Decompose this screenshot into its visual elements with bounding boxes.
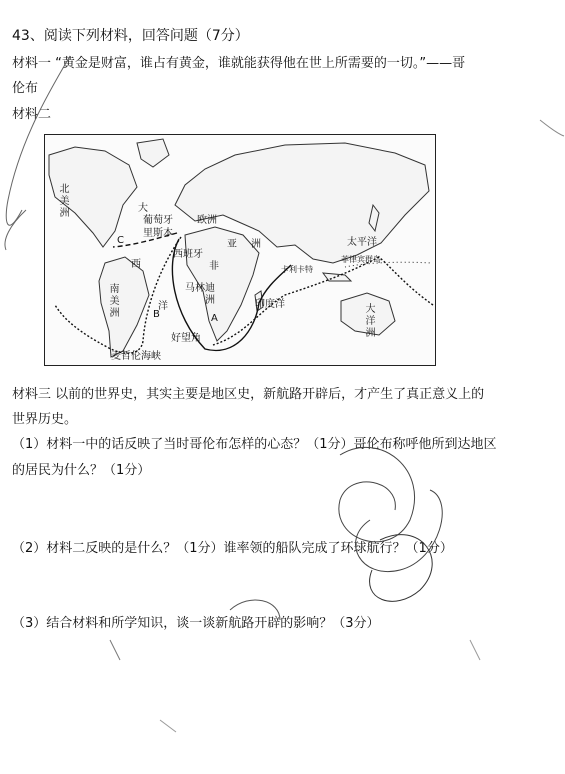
material3-text: 材料三 以前的世界史，其实主要是地区史，新航路开辟后，才产生了真正意义上的 <box>12 387 485 402</box>
map-label-spain: 西班牙 <box>173 249 203 260</box>
map-label-north-america: 北美洲 <box>57 183 68 219</box>
map-label-atlantic-bottom: 洋 <box>158 301 168 312</box>
map-label-cape: 好望角 <box>171 333 201 344</box>
map-label-atlantic-top: 大 <box>138 203 148 214</box>
map-label-africa: 非 <box>209 261 219 272</box>
question-1-line2: 的居民为什么？（1分） <box>12 463 151 478</box>
map-label-atlantic-mid: 西 <box>131 259 141 270</box>
map-label-indian-ocean: 印度洋 <box>255 299 285 310</box>
map-label-europe: 欧洲 <box>197 215 217 226</box>
question-header: 43、阅读下列材料，回答问题（7分） <box>12 28 249 44</box>
material2-label: 材料二 <box>12 107 52 122</box>
map-label-calicut: 卡利卡特 <box>281 265 313 274</box>
map-label-asia: 亚洲 <box>227 239 275 250</box>
map-label-malindi: 马林迪 <box>185 283 215 294</box>
map-label-south-america: 南美洲 <box>107 283 118 319</box>
question-3: （3）结合材料和所学知识，谈一谈新航路开辟的影响？（3分） <box>12 616 380 631</box>
map-label-route-c: C <box>117 235 124 246</box>
material1-text: 材料一 “黄金是财富，谁占有黄金，谁就能获得他在世上所需要的一切。”——哥 <box>12 56 466 71</box>
map-label-pacific: 太平洋 <box>347 237 377 248</box>
material3-continuation: 世界历史。 <box>12 412 78 427</box>
map-label-philippines: 菲律宾群岛 <box>341 255 381 264</box>
map-label-portugal: 葡萄牙 <box>143 215 173 226</box>
map-label-oceania: 大洋洲 <box>363 303 374 339</box>
map-label-magellan: 麦哲伦海峡 <box>111 351 161 362</box>
question-2: （2）材料二反映的是什么？（1分）谁率领的船队完成了环球航行？（1分） <box>12 541 453 556</box>
map-label-route-a: A <box>211 313 218 324</box>
map-label-lisbon: 里斯本 <box>143 228 173 239</box>
question-1-line1: （1）材料一中的话反映了当时哥伦布怎样的心态？（1分）哥伦布称呼他所到达地区 <box>12 437 497 452</box>
map-label-africa2: 洲 <box>205 295 215 306</box>
world-route-map <box>44 134 436 366</box>
material1-attribution: 伦布 <box>12 81 39 96</box>
map-drawing <box>45 135 436 366</box>
map-label-route-b: B <box>153 309 160 320</box>
